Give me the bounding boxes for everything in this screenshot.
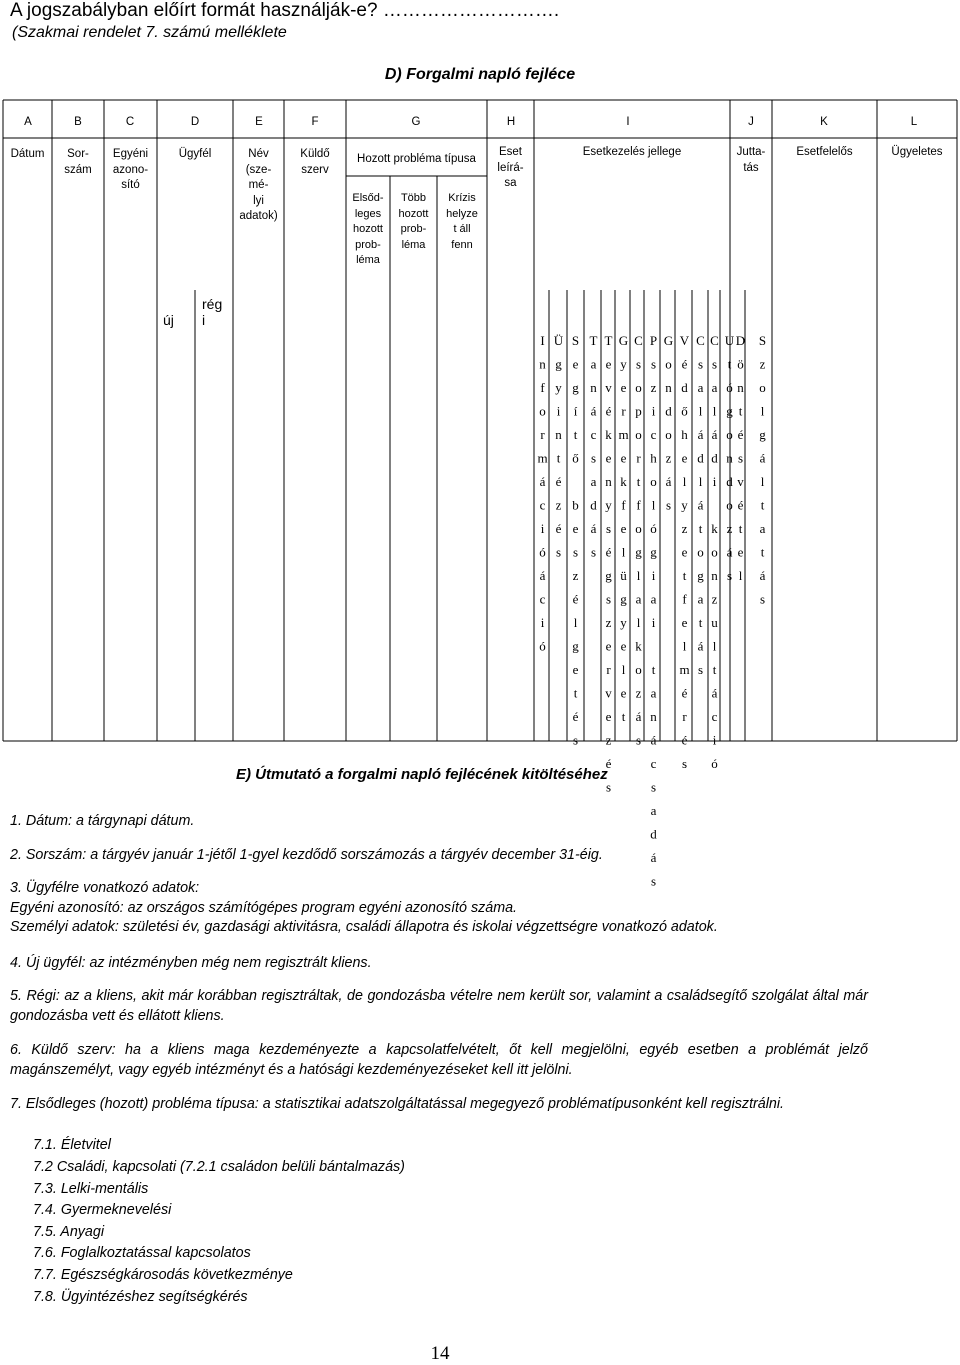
paragraph-3a: Egyéni azonosító: az országos számítógépes program egyéni azonosító száma. <box>10 900 518 916</box>
vertical-column-12: Családi konzultáció <box>707 333 722 780</box>
header-ugyfel: Ügyfél <box>178 148 212 160</box>
section-e-title: E) Útmutató a forgalmi napló fejlécének kitöltéséhez <box>236 766 608 783</box>
header-juttatas: Jutta- tás <box>736 146 766 174</box>
col-letter-g: G <box>411 116 421 128</box>
col-letter-c: C <box>125 116 135 128</box>
header-hozott-problema: Hozott probléma típusa <box>357 153 476 165</box>
header-reference: (Szakmai rendelet 7. számú melléklete <box>12 24 287 41</box>
col-letter-f: F <box>311 116 319 128</box>
problem-type-item: 7.4. Gyermeknevelési <box>33 1202 172 1218</box>
vertical-column-1: Információáció <box>535 333 550 662</box>
vertical-column-7: Csoportfoglalkozás <box>631 333 646 756</box>
header-kuldo-szerv: Küldő szerv <box>300 148 330 176</box>
vertical-column-3: Segítő beszélgetés <box>568 333 583 756</box>
header-krizis: Krízis helyze t áll fenn <box>446 192 478 251</box>
vertical-column-4: Tanácsadás <box>586 333 601 568</box>
problem-type-item: 7.8. Ügyintézéshez segítségkérés <box>33 1289 248 1305</box>
paragraph-3: 3. Ügyfélre vonatkozó adatok: <box>10 880 200 896</box>
header-question: A jogszabályban előírt formát használják-e? ………………………. <box>10 0 560 21</box>
col-letter-l: L <box>910 116 918 128</box>
problem-type-item: 7.6. Foglalkoztatással kapcsolatos <box>33 1245 251 1261</box>
section-d-title: D) Forgalmi napló fejléce <box>384 66 576 83</box>
page-number: 14 <box>430 1343 450 1364</box>
col-letter-h: H <box>506 116 516 128</box>
paragraph-4: 4. Új ügyfél: az intézményben még nem regisztrált kliens. <box>10 955 372 971</box>
col-letter-i: I <box>626 116 630 128</box>
col-letter-d: D <box>190 116 200 128</box>
paragraph-7: 7. Elsődleges (hozott) probléma típusa: a statisztikai adatszolgáltatással megegyező problématípusonként kell regisztrálni. <box>10 1096 785 1112</box>
ugyfel-uj-label: új <box>163 312 174 328</box>
paragraph-6: 6. Küldő szerv: ha a kliens maga kezdeményezte a kapcsolatfelvételt, őt kell megjelölni, egyéb esetben a problémát jelző magánszemélyt, vagy egyéb intézményt és a hatósági kezdeményezéseket kell itt jelölni. <box>10 1042 868 1078</box>
vertical-column-10: Védőhelyzetfelmérés <box>677 333 692 780</box>
problem-type-item: 7.2 Családi, kapcsolati (7.2.1 családon belüli bántalmazás) <box>33 1159 405 1175</box>
col-letter-e: E <box>255 116 263 128</box>
paragraph-1: 1. Dátum: a tárgynapi dátum. <box>10 813 195 829</box>
header-elsodleges: Elsőd- leges hozott prob- léma <box>352 192 384 266</box>
col-letter-b: B <box>74 116 82 128</box>
header-tobb-hozott: Több hozott prob- léma <box>398 192 429 251</box>
paragraph-5: 5. Régi: az a kliens, akit már korábban regisztráltak, de gondozásba vételre nem került sor, valamint a családsegítő szolgálat által már gondozásba vett és ellátott kliens. <box>10 988 868 1024</box>
col-letter-j: J <box>748 116 754 128</box>
header-ugyeletes: Ügyeletes <box>891 146 943 158</box>
problem-type-item: 7.7. Egészségkárosodás következménye <box>33 1267 293 1283</box>
vertical-column-11: Családlátogatás <box>693 333 708 686</box>
vertical-column-2: Ügyintézés <box>551 333 566 568</box>
header-nev: Név (sze- mé- lyi adatok) <box>239 148 278 222</box>
header-esetkezeles-jellege: Esetkezelés jellege <box>582 146 682 158</box>
header-datum: Dátum <box>10 148 45 160</box>
vertical-column-8: Pszichológiai tanácsadás <box>646 333 661 897</box>
problem-type-item: 7.1. Életvitel <box>33 1137 111 1153</box>
vertical-column-14: Döntésvétel <box>733 333 748 592</box>
paragraph-3b: Személyi adatok: születési év, gazdasági aktivitásra, családi állapotra és iskolai végzettségre vonatkozó adatok. <box>10 919 718 935</box>
col-letter-a: A <box>24 116 32 128</box>
paragraph-2: 2. Sorszám: a tárgyév január 1-jétől 1-gyel kezdődő sorszámozás a tárgyév december 31-éig. <box>10 847 603 863</box>
header-esetfelelos: Esetfelelős <box>796 146 853 158</box>
vertical-column-13: Utógondozás <box>722 333 737 592</box>
vertical-column-15: Szolgáltatás <box>755 333 770 615</box>
header-egyeni-azonosito: Egyéni azono- sító <box>112 148 149 191</box>
vertical-column-6: Gyermekfelügyelet <box>616 333 631 733</box>
problem-type-item: 7.3. Lelki-mentális <box>33 1181 149 1197</box>
col-letter-k: K <box>820 116 828 128</box>
header-eset-leirasa: Eset leírá- sa <box>497 146 524 189</box>
vertical-column-5: Tevékenységszervezés <box>601 333 616 803</box>
header-sorszam: Sor- szám <box>64 148 92 176</box>
ugyfel-reg-label: rég i <box>202 296 223 328</box>
vertical-column-9: Gondozás <box>661 333 676 521</box>
problem-type-item: 7.5. Anyagi <box>33 1224 105 1240</box>
